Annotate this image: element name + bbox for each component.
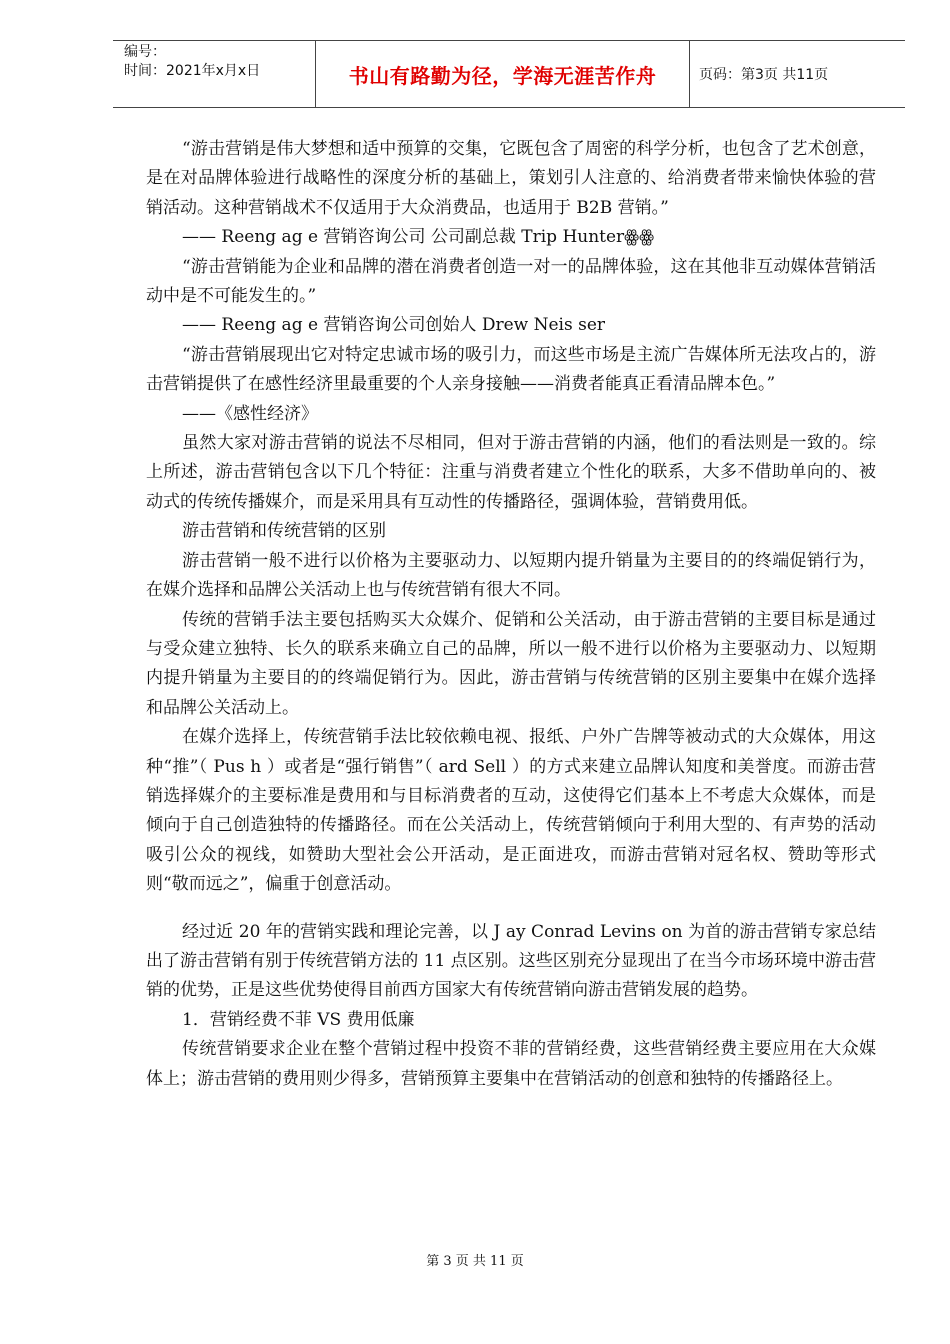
header-table: [113, 40, 905, 108]
body-paragraph: 传统的营销手法主要包括购买大众媒介、促销和公关活动，由于游击营销的主要目标是通过与受众建立独特、长久的联系来确立自己的品牌，所以一般不进行以价格为主要驱动力、以短期内提升销量为主要目的的终端促销行为。因此，游击营销与传统营销的区别主要集中在媒介选择和品牌公关活动上。: [146, 609, 876, 718]
serial-label: 编号：: [124, 44, 166, 60]
document-body: [146, 135, 876, 1094]
body-paragraph: 在媒介选择上，传统营销手法比较依赖电视、报纸、户外广告牌等被动式的大众媒体，用这种“推”（ Pus h ）或者是“强行销售”（ ard Sell ）的方式来建立品牌认知度和美誉度。而游击营销选择媒介的主要标准是费用和与目标消费者的互动，这使得它们基本上不考虑大众媒体，而是倾向于自己创造独特的传播路径。而在公关活动上，传统营销倾向于利用大型的、有声势的活动吸引公众的视线，如赞助大型社会公开活动，是正面进攻，而游击营销对冠名权、赞助等形式则“敬而远之”，偏重于创意活动。: [146, 727, 876, 895]
body-paragraph: 虽然大家对游击营销的说法不尽相同，但对于游击营销的内涵，他们的看法则是一致的。综上所述，游击营销包含以下几个特征：注重与消费者建立个性化的联系，大多不借助单向的、被动式的传统传播媒介，而是采用具有互动性的传播路径，强调体验，营销费用低。: [146, 433, 876, 512]
quote-attribution: —— Reeng ag e 营销咨询公司 公司副总裁 Trip Hunterꙮꙮ: [182, 227, 655, 248]
section-heading: 游击营销和传统营销的区别: [182, 521, 386, 542]
header-motto: 书山有路勤为径，学海无涯苦作舟: [348, 63, 657, 88]
quote-paragraph: “游击营销是伟大梦想和适中预算的交集，它既包含了周密的科学分析，也包含了艺术创意，是在对品牌体验进行战略性的深度分析的基础上，策划引人注意的、给消费者带来愉快体验的营销活动。这种营销战术不仅适用于大众消费品，也适用于 B2B 营销。”: [146, 139, 876, 218]
quote-attribution: —— Reeng ag e 营销咨询公司创始人 Drew Neis ser: [182, 315, 606, 336]
body-paragraph: 经过近 20 年的营销实践和理论完善，以 J ay Conrad Levins on 为首的游击营销专家总结出了游击营销有别于传统营销方法的 11 点区别。这些区别充分显现出了在当今市场环境中游击营销的优势，正是这些优势使得目前西方国家大有传统营销向游击营销发展的趋势。: [146, 921, 876, 1001]
body-paragraph: 传统营销要求企业在整个营销过程中投资不菲的营销经费，这些营销经费主要应用在大众媒体上；游击营销的费用则少得多，营销预算主要集中在营销活动的创意和独特的传播路径上。: [146, 1039, 876, 1089]
numbered-heading: 1．营销经费不菲 VS 费用低廉: [182, 1009, 415, 1030]
quote-paragraph: “游击营销展现出它对特定忠诚市场的吸引力，而这些市场是主流广告媒体所无法攻占的，游击营销提供了在感性经济里最重要的个人亲身接触——消费者能真正看清品牌本色。”: [146, 344, 876, 395]
header-meta: [124, 43, 314, 81]
body-paragraph: 游击营销一般不进行以价格为主要驱动力、以短期内提升销量为主要目的的终端促销行为，在媒介选择和品牌公关活动上也与传统营销有很大不同。: [146, 550, 876, 601]
page-footer: 第 3 页 共 11 页: [426, 1254, 524, 1269]
header-page-info: 页码：第3页 共11页: [699, 67, 829, 83]
quote-paragraph: “游击营销能为企业和品牌的潜在消费者创造一对一的品牌体验，这在其他非互动媒体营销活动中是不可能发生的。”: [146, 256, 876, 307]
header-divider: [689, 41, 690, 107]
time-label: 时间：2021年x月x日: [124, 63, 261, 79]
quote-attribution: ——《感性经济》: [182, 403, 318, 424]
